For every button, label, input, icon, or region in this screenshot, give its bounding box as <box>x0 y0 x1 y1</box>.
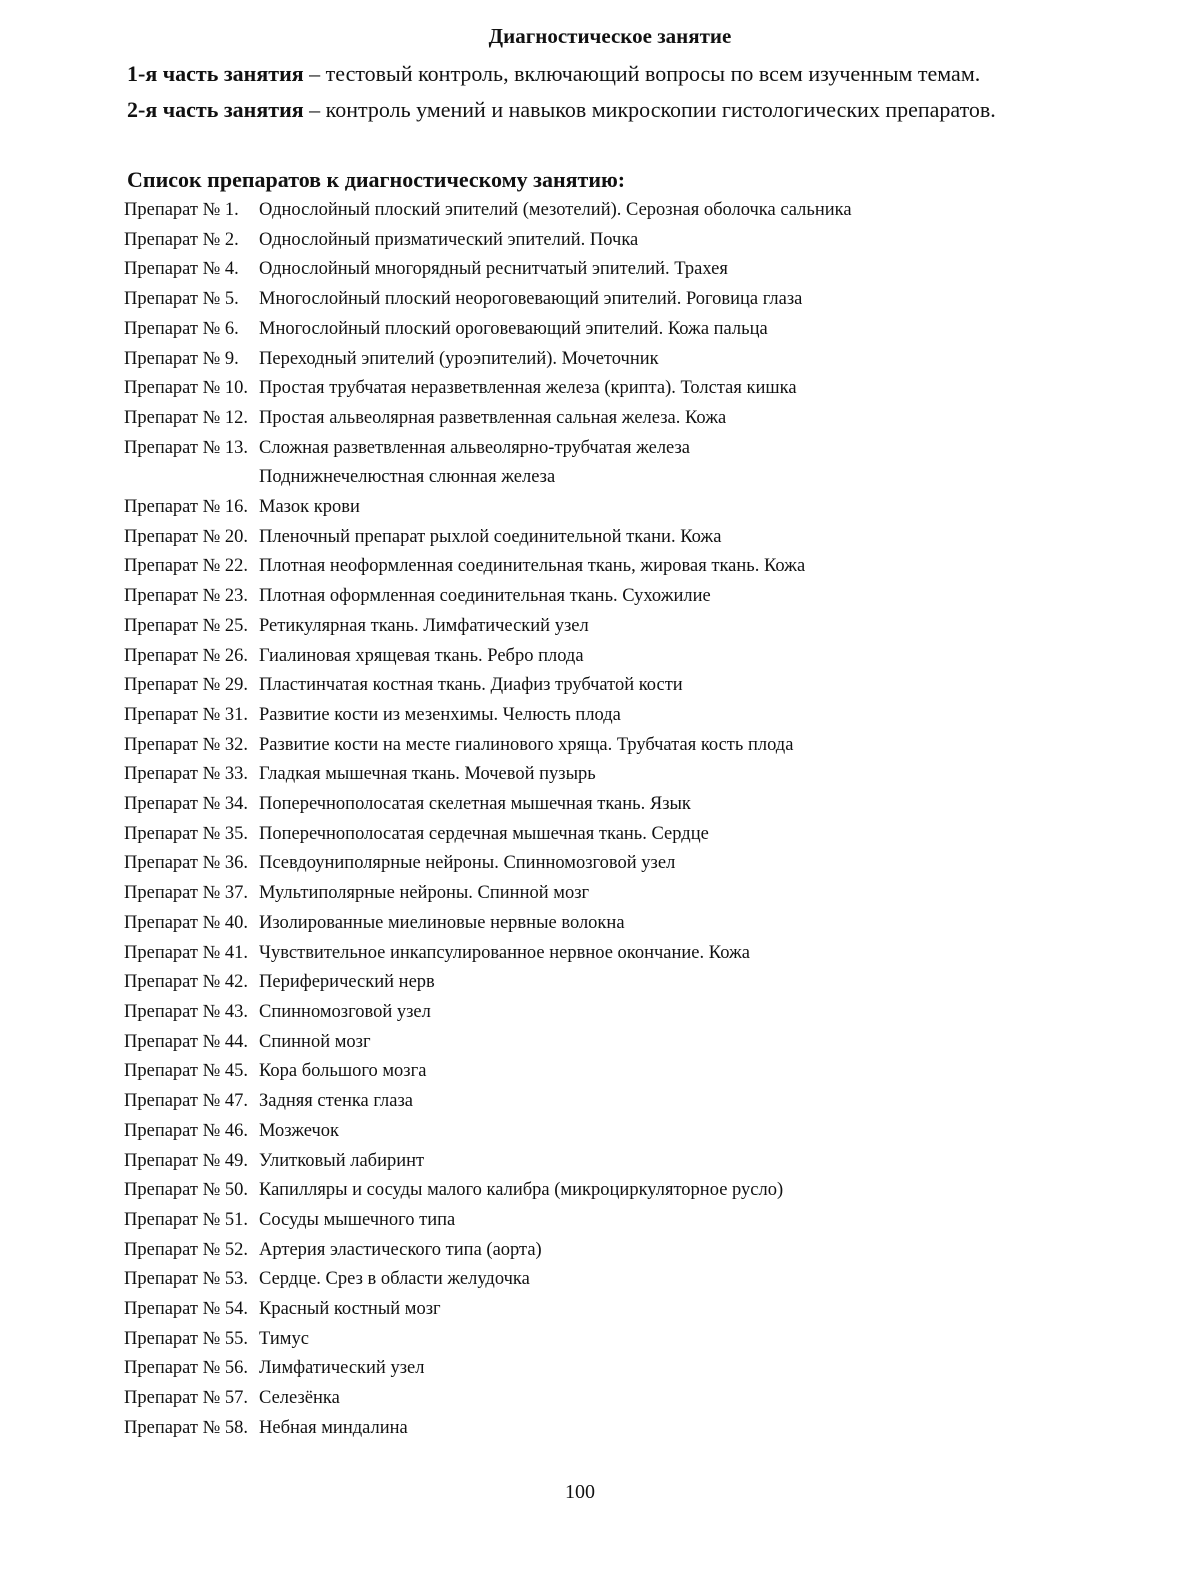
preparation-description <box>259 1176 783 1206</box>
list-item <box>124 968 1084 998</box>
preparation-description <box>259 1384 340 1414</box>
preparation-number: Препарат № 37. <box>124 883 249 904</box>
preparation-description <box>259 760 596 790</box>
preparation-number: Препарат № 22. <box>124 556 249 577</box>
preparation-number: Препарат № 29. <box>124 675 249 696</box>
preparation-description <box>259 285 802 315</box>
preparation-description <box>259 582 711 612</box>
preparation-description-line: Чувствительное инкапсулированное нервное окончание. Кожа <box>259 942 750 963</box>
list-item <box>124 879 1084 909</box>
preparation-description <box>259 731 793 761</box>
preparation-description <box>259 404 726 434</box>
list-item <box>124 226 1084 256</box>
part1-label: 1-я часть занятия <box>127 61 304 86</box>
preparation-description <box>259 345 659 375</box>
list-item <box>124 790 1084 820</box>
preparation-number: Препарат № 43. <box>124 1001 249 1022</box>
preparation-description <box>259 434 690 493</box>
list-item <box>124 671 1084 701</box>
list-item <box>124 1384 1084 1414</box>
preparation-description-line: Сердце. Срез в области желудочка <box>259 1269 530 1290</box>
list-item <box>124 1147 1084 1177</box>
preparation-description <box>259 968 435 998</box>
preparation-description-line: Мозжечок <box>259 1120 340 1141</box>
preparation-number: Препарат № 13. <box>124 437 249 458</box>
preparation-description-line: Плотная оформленная соединительная ткань. Сухожилие <box>259 586 711 607</box>
preparation-description <box>259 1414 408 1444</box>
preparation-description-line: Гиалиновая хрящевая ткань. Ребро плода <box>259 645 584 666</box>
list-item <box>124 642 1084 672</box>
preparation-description-line: Изолированные миелиновые нервные волокна <box>259 912 625 933</box>
list-item <box>124 404 1084 434</box>
preparation-number: Препарат № 20. <box>124 526 249 547</box>
list-item <box>124 1057 1084 1087</box>
preparation-number: Препарат № 23. <box>124 586 249 607</box>
list-item <box>124 909 1084 939</box>
preparation-description <box>259 493 360 523</box>
preparation-description <box>259 1206 455 1236</box>
preparation-number: Препарат № 26. <box>124 645 249 666</box>
list-item <box>124 1236 1084 1266</box>
list-item <box>124 701 1084 731</box>
preparation-description-line: Тимус <box>259 1328 309 1349</box>
list-item <box>124 493 1084 523</box>
preparation-description <box>259 374 797 404</box>
preparation-description-line: Пластинчатая костная ткань. Диафиз трубчатой кости <box>259 675 683 696</box>
list-item <box>124 1295 1084 1325</box>
preparation-number: Препарат № 31. <box>124 704 249 725</box>
list-item <box>124 1265 1084 1295</box>
preparation-description <box>259 701 621 731</box>
preparation-description-line: Многослойный плоский неороговевающий эпителий. Роговица глаза <box>259 289 803 310</box>
preparation-number: Препарат № 47. <box>124 1091 249 1112</box>
preparation-description <box>259 820 709 850</box>
preparation-description-line: Развитие кости из мезенхимы. Челюсть плода <box>259 704 621 725</box>
preparation-number: Препарат № 32. <box>124 734 249 755</box>
preparation-description-line: Псевдоуниполярные нейроны. Спинномозговой узел <box>259 853 676 874</box>
preparation-description <box>259 1117 339 1147</box>
preparation-number: Препарат № 55. <box>124 1328 249 1349</box>
preparation-number: Препарат № 53. <box>124 1269 249 1290</box>
preparation-description <box>259 790 691 820</box>
preparation-number: Препарат № 57. <box>124 1388 249 1409</box>
list-item <box>124 820 1084 850</box>
preparation-description-line: Простая трубчатая неразветвленная железа (крипта). Толстая кишка <box>259 378 797 399</box>
list-item <box>124 849 1084 879</box>
preparation-description-line: Селезёнка <box>259 1388 340 1409</box>
preparation-description-line: Однослойный плоский эпителий (мезотелий). Серозная оболочка сальника <box>259 200 852 220</box>
preparation-description-line: Сосуды мышечного типа <box>259 1209 456 1230</box>
list-item <box>124 1117 1084 1147</box>
list-item <box>124 939 1084 969</box>
preparation-description <box>259 1236 542 1266</box>
preparation-description-line: Лимфатический узел <box>259 1358 425 1379</box>
preparation-description-line: Гладкая мышечная ткань. Мочевой пузырь <box>259 764 596 785</box>
preparation-number: Препарат № 40. <box>124 912 249 933</box>
preparation-description-line: Ретикулярная ткань. Лимфатический узел <box>259 615 589 636</box>
list-item <box>124 434 1084 493</box>
preparation-number: Препарат № 4. <box>124 259 239 280</box>
preparation-description-line: Красный костный мозг <box>259 1299 441 1320</box>
preparation-description-line: Улитковый лабиринт <box>259 1150 425 1171</box>
list-item <box>124 523 1084 553</box>
list-item <box>124 552 1084 582</box>
preparation-description <box>259 1147 424 1177</box>
preparation-description-line: Пленочный препарат рыхлой соединительной ткани. Кожа <box>259 526 722 547</box>
preparation-number: Препарат № 16. <box>124 497 249 518</box>
preparation-number: Препарат № 12. <box>124 407 249 428</box>
list-item <box>124 1206 1084 1236</box>
preparation-description <box>259 196 852 226</box>
preparation-list <box>124 196 1084 1444</box>
preparation-description <box>259 909 625 939</box>
preparation-description <box>259 226 638 256</box>
list-item <box>124 612 1084 642</box>
preparation-number: Препарат № 50. <box>124 1180 249 1201</box>
preparation-description-line: Спинной мозг <box>259 1031 371 1052</box>
list-item <box>124 1028 1084 1058</box>
preparation-number: Препарат № 49. <box>124 1150 249 1171</box>
list-item <box>124 582 1084 612</box>
preparation-number: Препарат № 56. <box>124 1358 249 1379</box>
list-item <box>124 1414 1084 1444</box>
preparation-description <box>259 998 431 1028</box>
part2-paragraph <box>127 93 1047 127</box>
preparation-description-line: Артерия эластического типа (аорта) <box>259 1239 542 1260</box>
preparation-number: Препарат № 2. <box>124 229 239 250</box>
preparation-number: Препарат № 34. <box>124 794 249 815</box>
preparation-description-line: Спинномозговой узел <box>259 1001 431 1022</box>
preparation-number: Препарат № 44. <box>124 1031 249 1052</box>
preparation-number: Препарат № 52. <box>124 1239 249 1260</box>
list-item <box>124 731 1084 761</box>
list-heading: Список препаратов к диагностическому занятию: <box>127 167 626 192</box>
list-item <box>124 285 1084 315</box>
part1-text: – тестовый контроль, включающий вопросы по всем изученным темам. <box>303 61 981 86</box>
preparation-number: Препарат № 41. <box>124 942 249 963</box>
list-item <box>124 255 1084 285</box>
preparation-number: Препарат № 58. <box>124 1417 249 1438</box>
preparation-description-line: Сложная разветвленная альвеолярно-трубчатая железа <box>259 437 691 458</box>
preparation-description-line: Поднижнечелюстная слюнная железа <box>259 467 556 488</box>
preparation-number: Препарат № 35. <box>124 823 249 844</box>
preparation-description-line: Капилляры и сосуды малого калибра (микроциркуляторное русло) <box>259 1180 784 1201</box>
preparation-description-line: Переходный эпителий (уроэпителий). Мочеточник <box>259 348 659 369</box>
preparation-number: Препарат № 6. <box>124 318 239 339</box>
list-item <box>124 315 1084 345</box>
preparation-description-line: Кора большого мозга <box>259 1061 427 1082</box>
preparation-number: Препарат № 45. <box>124 1061 249 1082</box>
part2-text: – контроль умений и навыков микроскопии гистологических препаратов. <box>303 97 996 122</box>
preparation-description-line: Поперечнополосатая сердечная мышечная ткань. Сердце <box>259 823 709 844</box>
list-item <box>124 374 1084 404</box>
list-item <box>124 1354 1084 1384</box>
preparation-description <box>259 255 728 285</box>
page-number: 100 <box>565 1481 595 1503</box>
preparation-description-line: Мультиполярные нейроны. Спинной мозг <box>259 883 590 904</box>
preparation-description <box>259 1087 413 1117</box>
preparation-number: Препарат № 33. <box>124 764 249 785</box>
preparation-description-line: Плотная неоформленная соединительная ткань, жировая ткань. Кожа <box>259 556 806 577</box>
preparation-description <box>259 671 683 701</box>
preparation-number: Препарат № 51. <box>124 1209 249 1230</box>
preparation-description <box>259 879 589 909</box>
preparation-number: Препарат № 25. <box>124 615 249 636</box>
list-item <box>124 345 1084 375</box>
preparation-description-line: Однослойный многорядный реснитчатый эпителий. Трахея <box>259 259 728 280</box>
preparation-description-line: Развитие кости на месте гиалинового хряща. Трубчатая кость плода <box>259 734 794 755</box>
list-item <box>124 1325 1084 1355</box>
list-item <box>124 760 1084 790</box>
preparation-description-line: Многослойный плоский ороговевающий эпителий. Кожа пальца <box>259 318 768 339</box>
preparation-description <box>259 552 805 582</box>
preparation-number: Препарат № 10. <box>124 378 249 399</box>
preparation-description-line: Небная миндалина <box>259 1417 408 1438</box>
preparation-number: Препарат № 1. <box>124 200 239 220</box>
preparation-description <box>259 642 584 672</box>
preparation-description <box>259 849 675 879</box>
part1-paragraph <box>127 57 1047 91</box>
preparation-number: Препарат № 42. <box>124 972 249 993</box>
list-item <box>124 1176 1084 1206</box>
list-item <box>124 998 1084 1028</box>
list-item <box>124 196 1084 226</box>
preparation-description <box>259 939 750 969</box>
page-title: Диагностическое занятие <box>488 24 732 48</box>
preparation-number: Препарат № 9. <box>124 348 239 369</box>
preparation-description <box>259 1295 441 1325</box>
preparation-description <box>259 1354 424 1384</box>
preparation-description-line: Простая альвеолярная разветвленная сальная железа. Кожа <box>259 407 727 428</box>
preparation-description-line: Мазок крови <box>259 497 360 518</box>
preparation-description <box>259 523 721 553</box>
list-item <box>124 1087 1084 1117</box>
preparation-number: Препарат № 46. <box>124 1120 249 1141</box>
preparation-description-line: Периферический нерв <box>259 972 435 993</box>
preparation-description-line: Поперечнополосатая скелетная мышечная ткань. Язык <box>259 794 691 815</box>
preparation-description <box>259 612 589 642</box>
preparation-number: Препарат № 5. <box>124 289 239 310</box>
preparation-number: Препарат № 36. <box>124 853 249 874</box>
preparation-description <box>259 1028 371 1058</box>
preparation-description-line: Однослойный призматический эпителий. Почка <box>259 229 639 250</box>
preparation-description <box>259 1265 530 1295</box>
preparation-description <box>259 1057 426 1087</box>
preparation-description-line: Задняя стенка глаза <box>259 1091 413 1112</box>
preparation-description <box>259 1325 309 1355</box>
preparation-description <box>259 315 768 345</box>
preparation-number: Препарат № 54. <box>124 1299 249 1320</box>
part2-label: 2-я часть занятия <box>127 97 304 122</box>
